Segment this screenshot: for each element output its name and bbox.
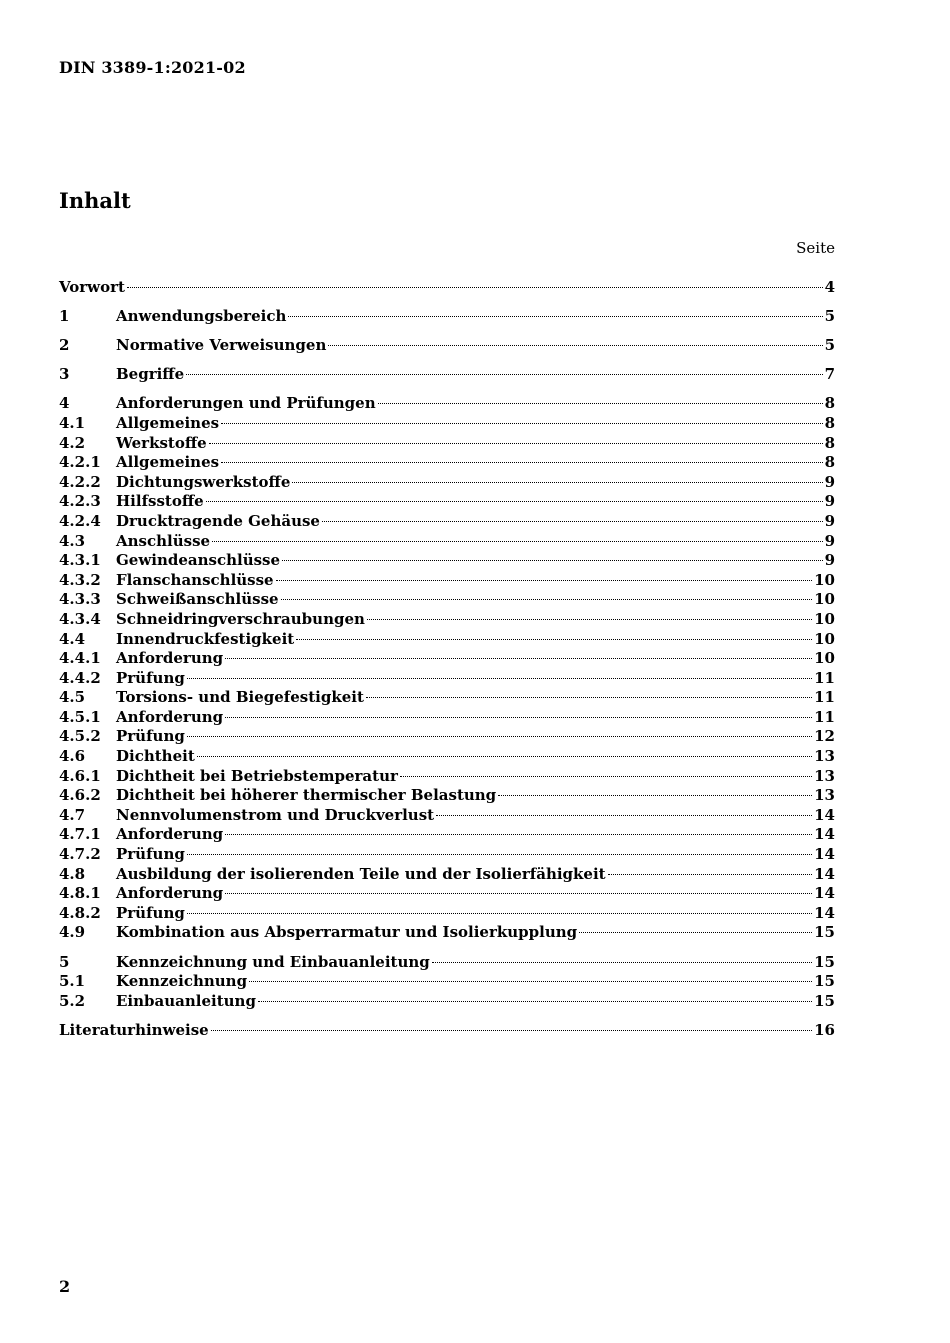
page-title: Inhalt — [59, 188, 131, 213]
toc-entry[interactable] — [59, 669, 835, 689]
toc-entry-page: 13 — [814, 747, 835, 766]
toc-entry-title: Prüfung — [116, 903, 185, 922]
toc-entry[interactable] — [59, 649, 835, 669]
toc-entry[interactable] — [59, 473, 835, 493]
dot-leader — [281, 599, 813, 600]
dot-leader — [186, 374, 822, 375]
toc-entry-page: 9 — [824, 511, 835, 530]
toc-entry-number: 4.2.1 — [59, 453, 101, 472]
dot-leader — [296, 639, 812, 640]
toc-entry-number: 4.3 — [59, 531, 86, 550]
toc-entry[interactable] — [59, 688, 835, 708]
dot-leader — [608, 874, 813, 875]
toc-entry-page: 14 — [814, 845, 835, 864]
dot-leader — [225, 717, 812, 718]
toc-entry[interactable] — [59, 972, 835, 992]
dot-leader — [282, 560, 823, 561]
toc-entry[interactable] — [59, 492, 835, 512]
dot-leader — [367, 619, 812, 620]
toc-entry-number: 4.6.2 — [59, 786, 101, 805]
toc-entry-number: 4.3.2 — [59, 570, 101, 589]
document-id: DIN 3389-1:2021-02 — [59, 58, 246, 77]
toc-entry-page: 13 — [814, 766, 835, 785]
toc-entry[interactable] — [59, 884, 835, 904]
toc-entry-number: 4.3.1 — [59, 551, 101, 570]
toc-entry-page: 14 — [814, 884, 835, 903]
toc-entry-number: 4.3.3 — [59, 590, 101, 609]
dot-leader — [212, 541, 822, 542]
toc-entry-page: 8 — [824, 394, 835, 413]
toc-entry[interactable] — [59, 307, 835, 327]
toc-entry-number: 3 — [59, 365, 70, 384]
toc-entry-title: Schneidringverschraubungen — [116, 609, 365, 628]
toc-entry[interactable] — [59, 365, 835, 385]
toc-entry-number: 4.5.1 — [59, 707, 101, 726]
toc-entry-title: Prüfung — [116, 668, 185, 687]
toc-entry-page: 11 — [814, 668, 835, 687]
toc-entry-number: 5 — [59, 952, 70, 971]
dot-leader — [322, 521, 823, 522]
toc-entry-page: 10 — [814, 649, 835, 668]
toc-entry-number: 4.4.1 — [59, 649, 101, 668]
toc-entry-number: 4 — [59, 394, 70, 413]
toc-entry-number: 4.8 — [59, 864, 86, 883]
dot-leader — [187, 854, 812, 855]
toc-entry-title: Allgemeines — [116, 453, 220, 472]
toc-entry[interactable] — [59, 414, 835, 434]
toc-entry-page: 12 — [814, 727, 835, 746]
dot-leader — [498, 795, 812, 796]
dot-leader — [328, 345, 822, 346]
toc-entry-title: Allgemeines — [116, 413, 220, 432]
toc-entry-number: 4.8.2 — [59, 903, 101, 922]
dot-leader — [276, 580, 813, 581]
dot-leader — [288, 316, 822, 317]
toc-entry-title: Kennzeichnung und Einbauanleitung — [116, 952, 430, 971]
toc-entry-page: 8 — [824, 413, 835, 432]
dot-leader — [258, 1001, 812, 1002]
toc-entry-title: Einbauanleitung — [116, 991, 256, 1010]
toc-entry-page: 4 — [824, 278, 835, 296]
toc-entry[interactable] — [59, 953, 835, 973]
toc-entry-page: 16 — [814, 1020, 835, 1039]
toc-entry-page: 9 — [824, 531, 835, 550]
toc-entry-page: 15 — [814, 972, 835, 991]
dot-leader — [579, 932, 812, 933]
toc-entry[interactable] — [59, 434, 835, 454]
toc-entry[interactable] — [59, 610, 835, 630]
dot-leader — [187, 913, 812, 914]
toc-entry-page: 11 — [814, 688, 835, 707]
dot-leader — [221, 462, 822, 463]
toc-entry[interactable] — [59, 278, 835, 298]
toc-entry[interactable] — [59, 394, 835, 414]
toc-entry[interactable] — [59, 453, 835, 473]
toc-entry-page: 14 — [814, 903, 835, 922]
toc-entry[interactable] — [59, 630, 835, 650]
dot-leader — [366, 697, 812, 698]
dot-leader — [432, 962, 812, 963]
toc-entry-page: 15 — [814, 952, 835, 971]
toc-entry-number: 4.5 — [59, 688, 86, 707]
toc-entry-page: 8 — [824, 433, 835, 452]
toc-entry[interactable] — [59, 923, 835, 943]
toc-entry[interactable] — [59, 845, 835, 865]
toc-entry-title: Anforderung — [116, 884, 224, 903]
toc-entry-title: Hilfsstoffe — [116, 492, 204, 511]
toc-entry[interactable] — [59, 336, 835, 356]
toc-entry[interactable] — [59, 708, 835, 728]
toc-entry-title: Nennvolumenstrom und Druckverlust — [116, 805, 435, 824]
toc-entry-number: 4.1 — [59, 413, 86, 432]
page-number: 2 — [59, 1277, 71, 1296]
toc-entry-number: 5.2 — [59, 991, 86, 1010]
dot-leader — [187, 736, 812, 737]
toc-entry-title: Anforderungen und Prüfungen — [116, 394, 376, 413]
toc-entry[interactable] — [59, 747, 835, 767]
toc-entry[interactable] — [59, 512, 835, 532]
toc-entry-title: Dichtheit bei höherer thermischer Belastung — [116, 786, 497, 805]
toc-entry-page: 15 — [814, 991, 835, 1010]
toc-entry-page: 5 — [824, 336, 835, 355]
toc-entry-number: 4.4.2 — [59, 668, 101, 687]
dot-leader — [292, 482, 822, 483]
toc-entry-page: 10 — [814, 629, 835, 648]
dot-leader — [225, 658, 812, 659]
toc-entry-title: Drucktragende Gehäuse — [116, 511, 320, 530]
toc-entry[interactable] — [59, 767, 835, 787]
toc-entry-title: Anforderung — [116, 825, 224, 844]
toc-entry-number: 4.7.1 — [59, 825, 101, 844]
toc-entry[interactable] — [59, 992, 835, 1012]
toc-entry-number: 4.9 — [59, 923, 86, 942]
toc-entry-page: 14 — [814, 864, 835, 883]
toc-entry[interactable] — [59, 904, 835, 924]
toc-entry-number: 4.4 — [59, 629, 86, 648]
toc-entry[interactable] — [59, 865, 835, 885]
toc-entry[interactable] — [59, 786, 835, 806]
toc-entry-title: Normative Verweisungen — [116, 336, 327, 355]
dot-leader — [211, 1030, 812, 1031]
toc-entry-page: 14 — [814, 805, 835, 824]
toc-entry-title: Innendruckfestigkeit — [116, 629, 295, 648]
toc-entry[interactable] — [59, 1021, 835, 1041]
toc-entry-number: 2 — [59, 336, 70, 355]
toc-entry-page: 5 — [824, 307, 835, 326]
toc-entry-number: 4.6.1 — [59, 766, 101, 785]
toc-entry-page: 13 — [814, 786, 835, 805]
toc-entry-number: 4.3.4 — [59, 609, 101, 628]
dot-leader — [209, 443, 823, 444]
toc-entry-title: Prüfung — [116, 845, 185, 864]
dot-leader — [225, 834, 812, 835]
toc-entry-number: 4.2.4 — [59, 511, 101, 530]
toc-entry-page: 9 — [824, 551, 835, 570]
toc-entry-title: Dichtungswerkstoffe — [116, 472, 291, 491]
dot-leader — [378, 403, 823, 404]
dot-leader — [197, 756, 812, 757]
toc-entry-title: Anforderung — [116, 707, 224, 726]
toc-entry[interactable] — [59, 825, 835, 845]
toc-entry-number: 4.7 — [59, 805, 86, 824]
dot-leader — [127, 287, 823, 288]
toc-entry[interactable] — [59, 590, 835, 610]
toc-entry-number: 5.1 — [59, 972, 86, 991]
toc-entry[interactable] — [59, 727, 835, 747]
toc-entry-title: Kennzeichnung — [116, 972, 248, 991]
page-column-label: Seite — [796, 239, 835, 257]
toc-entry-page: 9 — [824, 492, 835, 511]
toc-entry-title: Ausbildung der isolierenden Teile und der Isolierfähigkeit — [116, 864, 606, 883]
toc-entry-title: Gewindeanschlüsse — [116, 551, 281, 570]
toc-entry-number: 4.8.1 — [59, 884, 101, 903]
toc-entry-page: 8 — [824, 453, 835, 472]
toc-entry[interactable] — [59, 571, 835, 591]
table-of-contents — [59, 278, 835, 1040]
toc-entry-title: Dichtheit bei Betriebstemperatur — [116, 766, 398, 785]
toc-entry-number: 4.2.2 — [59, 472, 101, 491]
toc-entry-title: Literaturhinweise — [59, 1020, 209, 1039]
toc-entry-title: Torsions- und Biegefestigkeit — [116, 688, 364, 707]
toc-entry-page: 14 — [814, 825, 835, 844]
toc-entry-page: 10 — [814, 590, 835, 609]
toc-entry-number: 4.2.3 — [59, 492, 101, 511]
toc-entry-title: Werkstoffe — [116, 433, 207, 452]
toc-entry[interactable] — [59, 806, 835, 826]
toc-entry-title: Kombination aus Absperrarmatur und Isolierkupplung — [116, 923, 578, 942]
dot-leader — [206, 501, 823, 502]
toc-entry-page: 11 — [814, 707, 835, 726]
dot-leader — [225, 893, 812, 894]
toc-entry[interactable] — [59, 551, 835, 571]
toc-entry-title: Anwendungsbereich — [116, 307, 287, 326]
dot-leader — [187, 678, 812, 679]
dot-leader — [436, 815, 812, 816]
toc-entry-page: 10 — [814, 609, 835, 628]
toc-entry-title: Flanschanschlüsse — [116, 570, 274, 589]
toc-entry-page: 9 — [824, 472, 835, 491]
toc-entry-page: 15 — [814, 923, 835, 942]
toc-entry-number: 4.2 — [59, 433, 86, 452]
toc-entry-number: 4.6 — [59, 747, 86, 766]
dot-leader — [221, 423, 822, 424]
toc-entry-number: 4.5.2 — [59, 727, 101, 746]
toc-entry-title: Anforderung — [116, 649, 224, 668]
toc-entry-number: 4.7.2 — [59, 845, 101, 864]
toc-entry-title: Vorwort — [59, 278, 125, 296]
dot-leader — [249, 981, 812, 982]
toc-entry-page: 10 — [814, 570, 835, 589]
toc-entry-number: 1 — [59, 307, 70, 326]
toc-entry-page: 7 — [824, 365, 835, 384]
toc-entry-title: Begriffe — [116, 365, 185, 384]
dot-leader — [400, 776, 812, 777]
toc-entry-title: Anschlüsse — [116, 531, 211, 550]
toc-entry[interactable] — [59, 532, 835, 552]
toc-entry-title: Prüfung — [116, 727, 185, 746]
toc-entry-title: Dichtheit — [116, 747, 195, 766]
toc-entry-title: Schweißanschlüsse — [116, 590, 279, 609]
